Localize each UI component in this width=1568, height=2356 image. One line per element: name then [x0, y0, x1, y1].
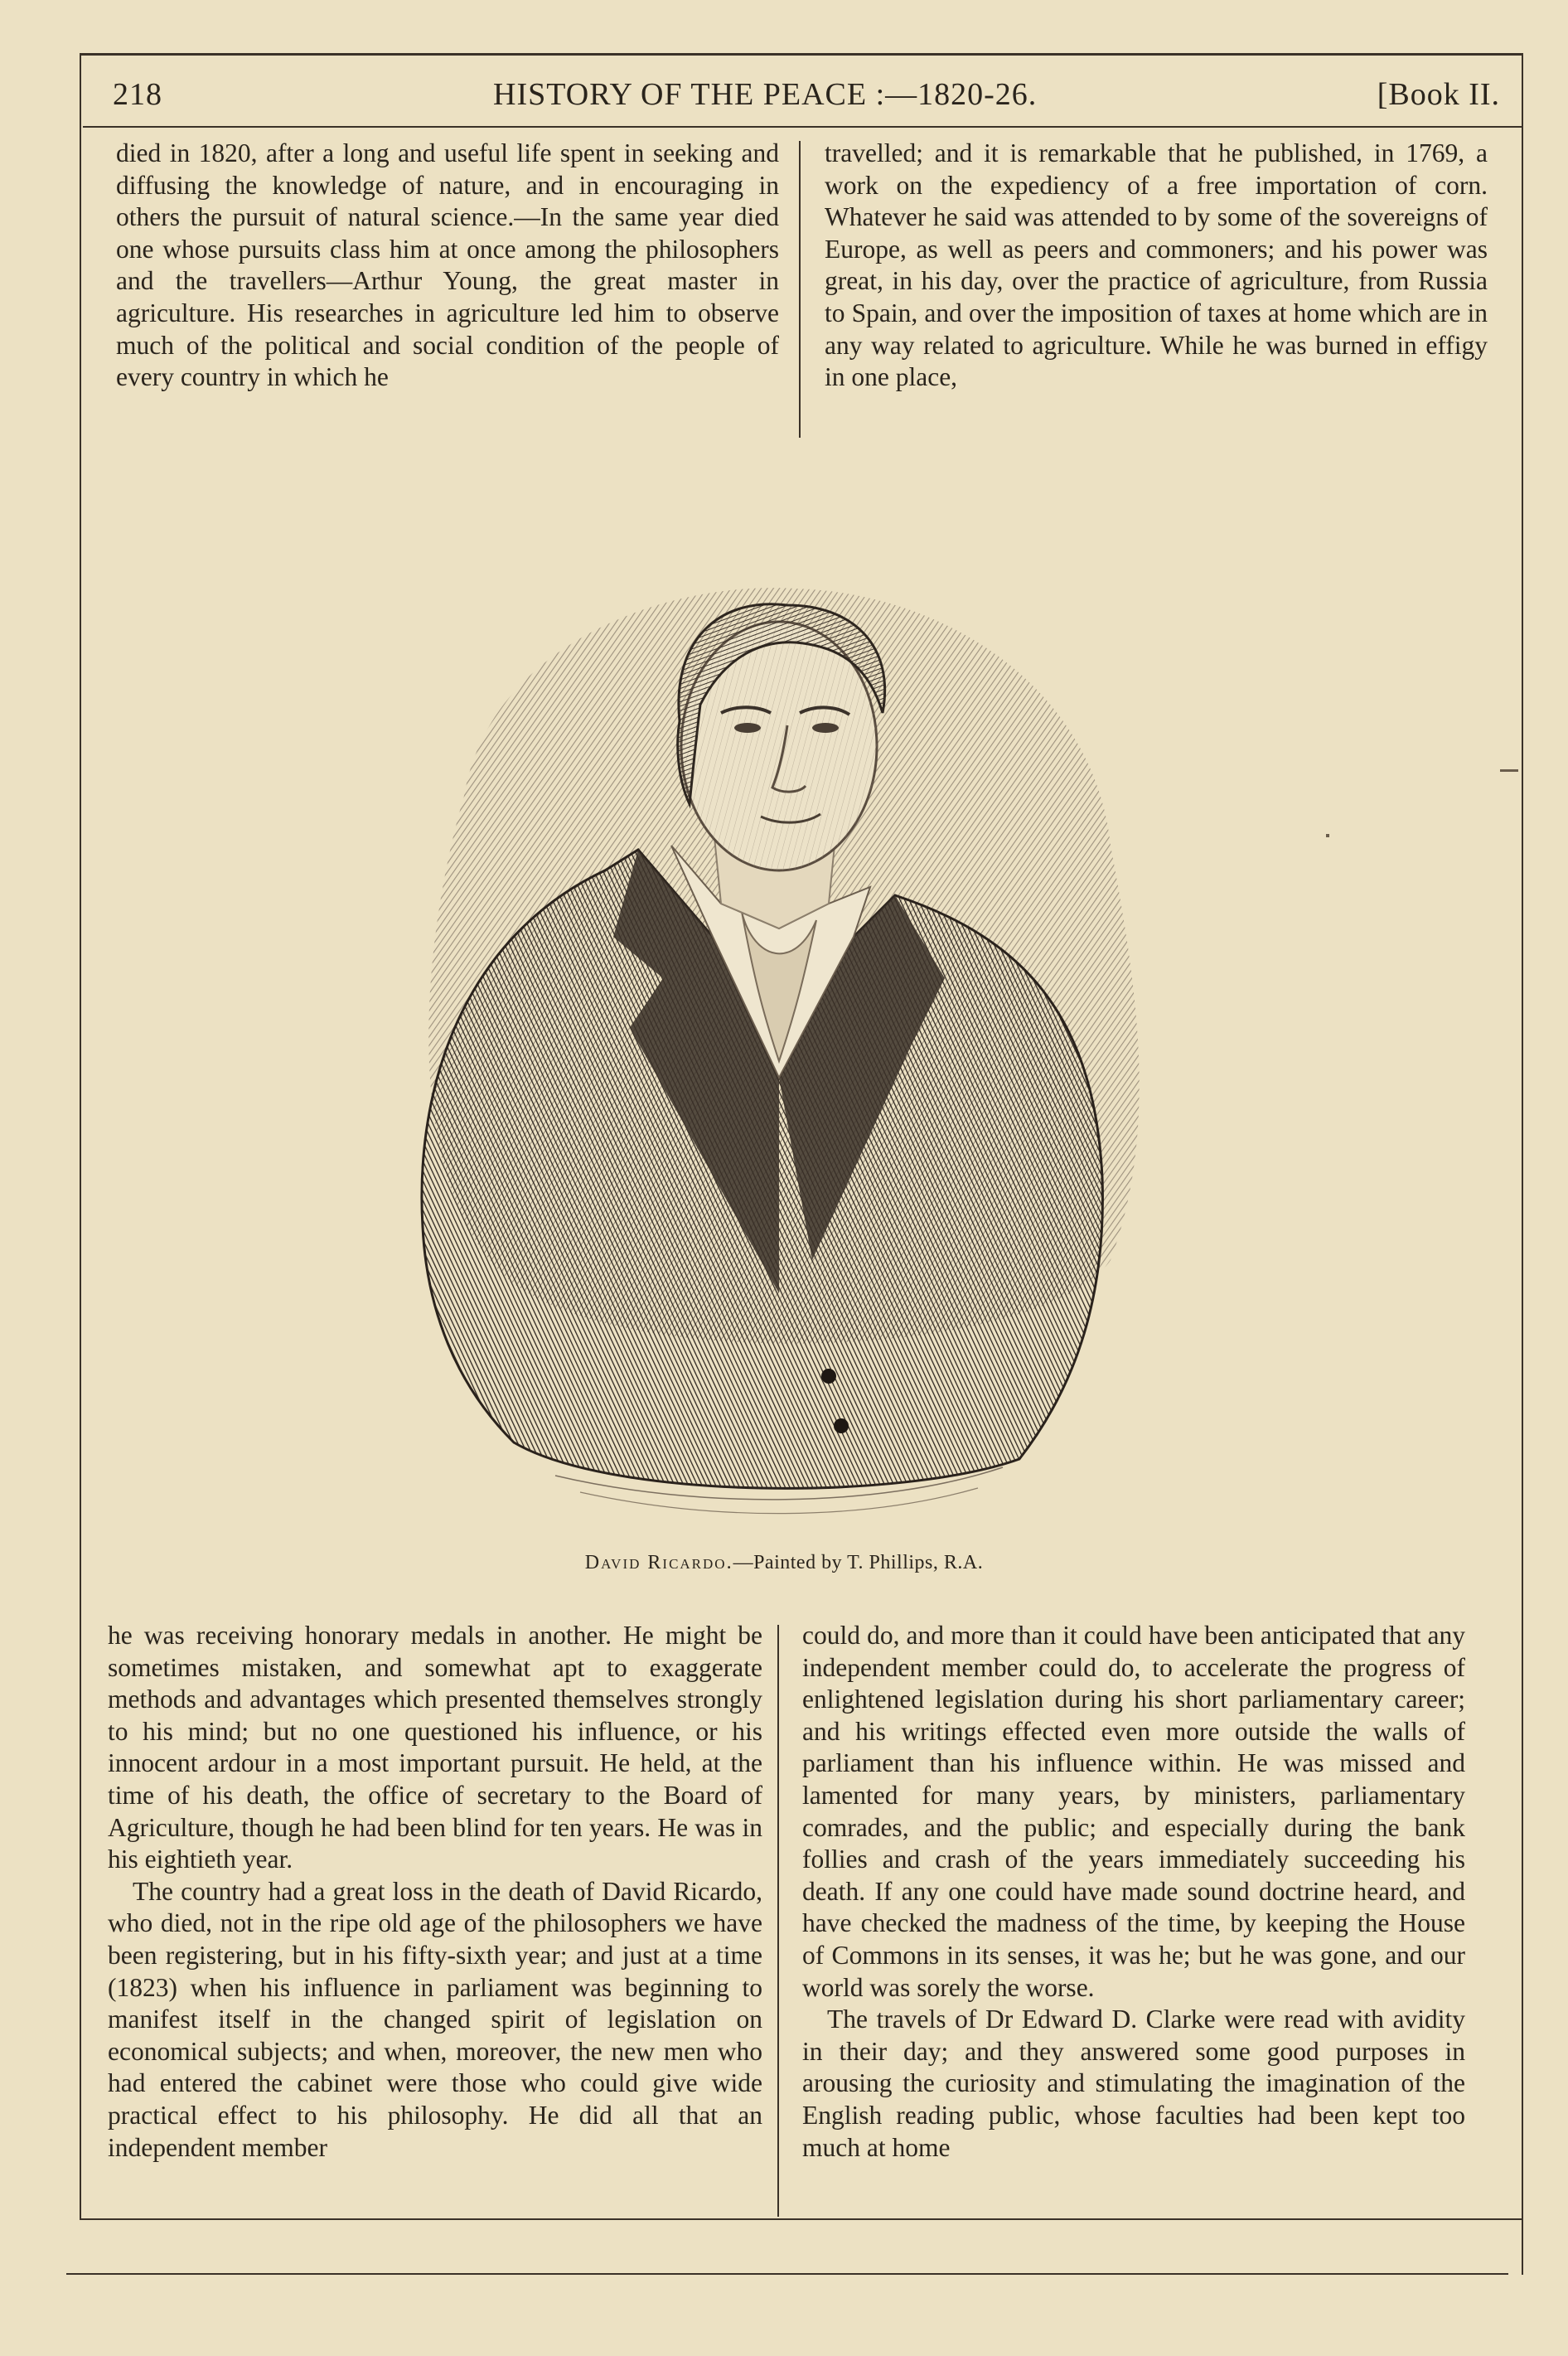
paragraph: could do, and more than it could have been anticipated that any independent member could do, to accelerate the progress of enlightened legislation during his short parliamentary career; and his writings effected even more outside the walls of parliament than his influence within. He was missed and lamented for many years, by ministers, parliamentary comrades, and the public; and especially during the bank follies and crash of the years immediately succeeding his death. If any one could have made sound doctrine heard, and have checked the madness of the time, by keeping the House of Commons in its senses, it was he; but he was gone, and our world was sorely the worse. — [802, 1621, 1465, 2002]
eye-left — [734, 723, 761, 733]
caption-name: David Ricardo. — [584, 1552, 733, 1573]
bottom-left-column — [108, 1620, 762, 2164]
header-underline — [83, 126, 1523, 128]
caption-credit: —Painted by T. Phillips, R.A. — [733, 1552, 984, 1573]
running-header — [99, 76, 1518, 123]
eye-right — [812, 723, 839, 733]
paragraph: The country had a great loss in the death of David Ricardo, who died, not in the ripe old age of the philosophers we have been registering, but in his fifty-sixth year; and just at a time (1823) when his influence in parliament was beginning to manifest itself in the changed spirit of legislation on economical subjects; and when, moreover, the new men who had entered the cabinet were those who could give wide practical effect to his philosophy. He did all that an independent member — [108, 1876, 762, 2162]
page-number: 218 — [113, 77, 162, 112]
coat-button — [834, 1418, 849, 1433]
bottom-right-column — [802, 1620, 1465, 2164]
column-divider — [799, 141, 801, 438]
coat-button — [821, 1369, 836, 1384]
bottom-frame-rule — [80, 2218, 1523, 2220]
portrait-illustration — [365, 547, 1193, 1534]
bottom-shadow-rule — [66, 2273, 1508, 2275]
top-frame-rule — [80, 53, 1523, 56]
margin-mark — [1500, 769, 1518, 772]
paragraph: he was receiving honorary medals in another. He might be sometimes mistaken, and somewhat apt to exaggerate methods and advantages which presented themselves strongly to his mind; but no one questioned his influence, or his innocent ardour in a most important pursuit. He held, at the time of his death, the office of secretary to the Board of Agriculture, though he had been blind for ten years. He was in his eightieth year. — [108, 1621, 762, 1874]
paragraph: died in 1820, after a long and useful life spent in seeking and diffusing the knowledge of nature, and in encouraging in others the pursuit of natural science.—In the same year died one whose pursuits class him at once among the philosophers and the travellers—Arthur Young, the great master in agriculture. His researches in agriculture led him to observe much of the political and social condition of the people of every country in which he — [116, 138, 779, 392]
paragraph: travelled; and it is remarkable that he published, in 1769, a work on the expediency of a free importation of corn. Whatever he said was attended to by some of the sovereigns of Europe, as well as peers and commoners; and his power was great, in his day, over the practice of agriculture, from Russia to Spain, and over the imposition of taxes at home which are in any way related to agriculture. While he was burned in effigy in one place, — [825, 138, 1488, 392]
running-title: HISTORY OF THE PEACE :—1820-26. — [493, 77, 1038, 112]
right-frame-rule — [1522, 53, 1523, 2275]
book-label: [Book II. — [1377, 77, 1500, 112]
portrait-engraving — [365, 547, 1193, 1534]
top-right-column — [825, 138, 1488, 394]
portrait-caption — [0, 1552, 1568, 1574]
left-frame-rule — [80, 53, 81, 2218]
paragraph: The travels of Dr Edward D. Clarke were read with avidity in their day; and they answered some good purposes in arousing the curiosity and stimulating the imagination of the English reading public, whose faculties had been kept too much at home — [802, 2005, 1465, 2162]
margin-mark — [1326, 834, 1329, 837]
column-divider — [777, 1625, 779, 2217]
top-left-column — [116, 138, 779, 394]
